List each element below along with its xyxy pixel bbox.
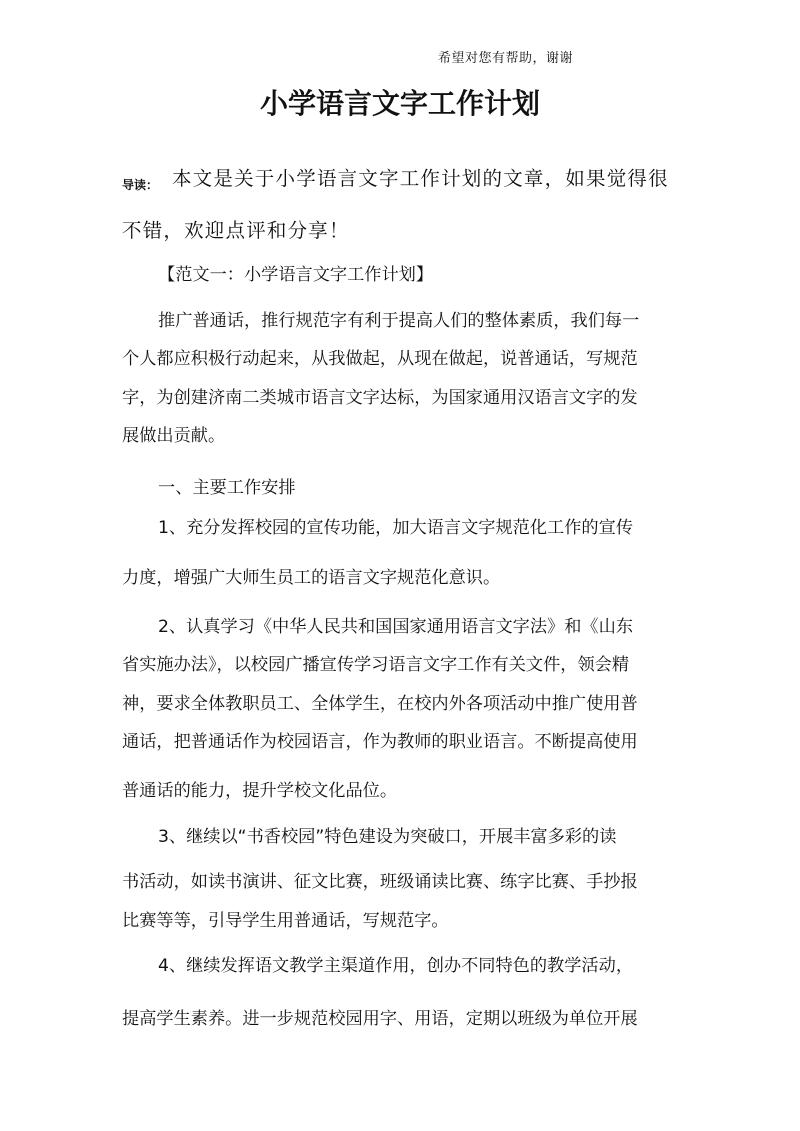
paragraph-line: 3、继续以“书香校园”特色建设为突破口，开展丰富多彩的读 [158,827,617,847]
paragraph-line: 展做出贡献。 [122,426,226,446]
paragraph-line: 通话，把普通话作为校园语言，作为教师的职业语言。不断提高使用 [122,732,638,752]
paragraph-line: 2、认真学习《中华人民共和国国家通用语言文字法》和《山东 [158,617,634,637]
paragraph-line: 比赛等等，引导学生用普通话，写规范字。 [122,911,449,931]
paragraph-line: 力度，增强广大师生员工的语言文字规范化意识。 [122,568,501,588]
section-heading: 一、主要工作安排 [158,478,296,498]
paragraph-line: 普通话的能力，提升学校文化品位。 [122,781,398,801]
paragraph-line: 神，要求全体教职员工、全体学生，在校内外各项活动中推广使用普 [122,694,638,714]
paragraph-line: 推广普通话，推行规范字有利于提高人们的整体素质，我们每一 [158,311,640,331]
header-note: 希望对您有帮助，谢谢 [438,51,574,66]
sample-heading: 【范文一：小学语言文字工作计划】 [158,265,434,285]
paragraph-line: 省实施办法》，以校园广播宣传学习语言文字工作有关文件，领会精 [122,655,630,675]
paragraph-line: 书活动，如读书演讲、征文比赛，班级诵读比赛、练字比赛、手抄报 [122,872,638,892]
paragraph-line: 4、继续发挥语文教学主渠道作用，创办不同特色的教学活动， [158,956,634,976]
paragraph-line: 提高学生素养。进一步规范校园用字、用语，定期以班级为单位开展 [122,1009,638,1029]
paragraph-line: 个人都应积极行动起来，从我做起，从现在做起，说普通话，写规范 [122,349,638,369]
paragraph-line: 1、充分发挥校园的宣传功能，加大语言文字规范化工作的宣传 [158,518,634,538]
intro-line: 不错，欢迎点评和分享！ [122,219,350,242]
intro-line: 本文是关于小学语言文字工作计划的文章，如果觉得很 [172,167,669,190]
paragraph-line: 字，为创建济南二类城市语言文字达标，为国家通用汉语言文字的发 [122,388,638,408]
intro-label: 导读： [122,178,159,192]
document-title: 小学语言文字工作计划 [259,87,540,120]
